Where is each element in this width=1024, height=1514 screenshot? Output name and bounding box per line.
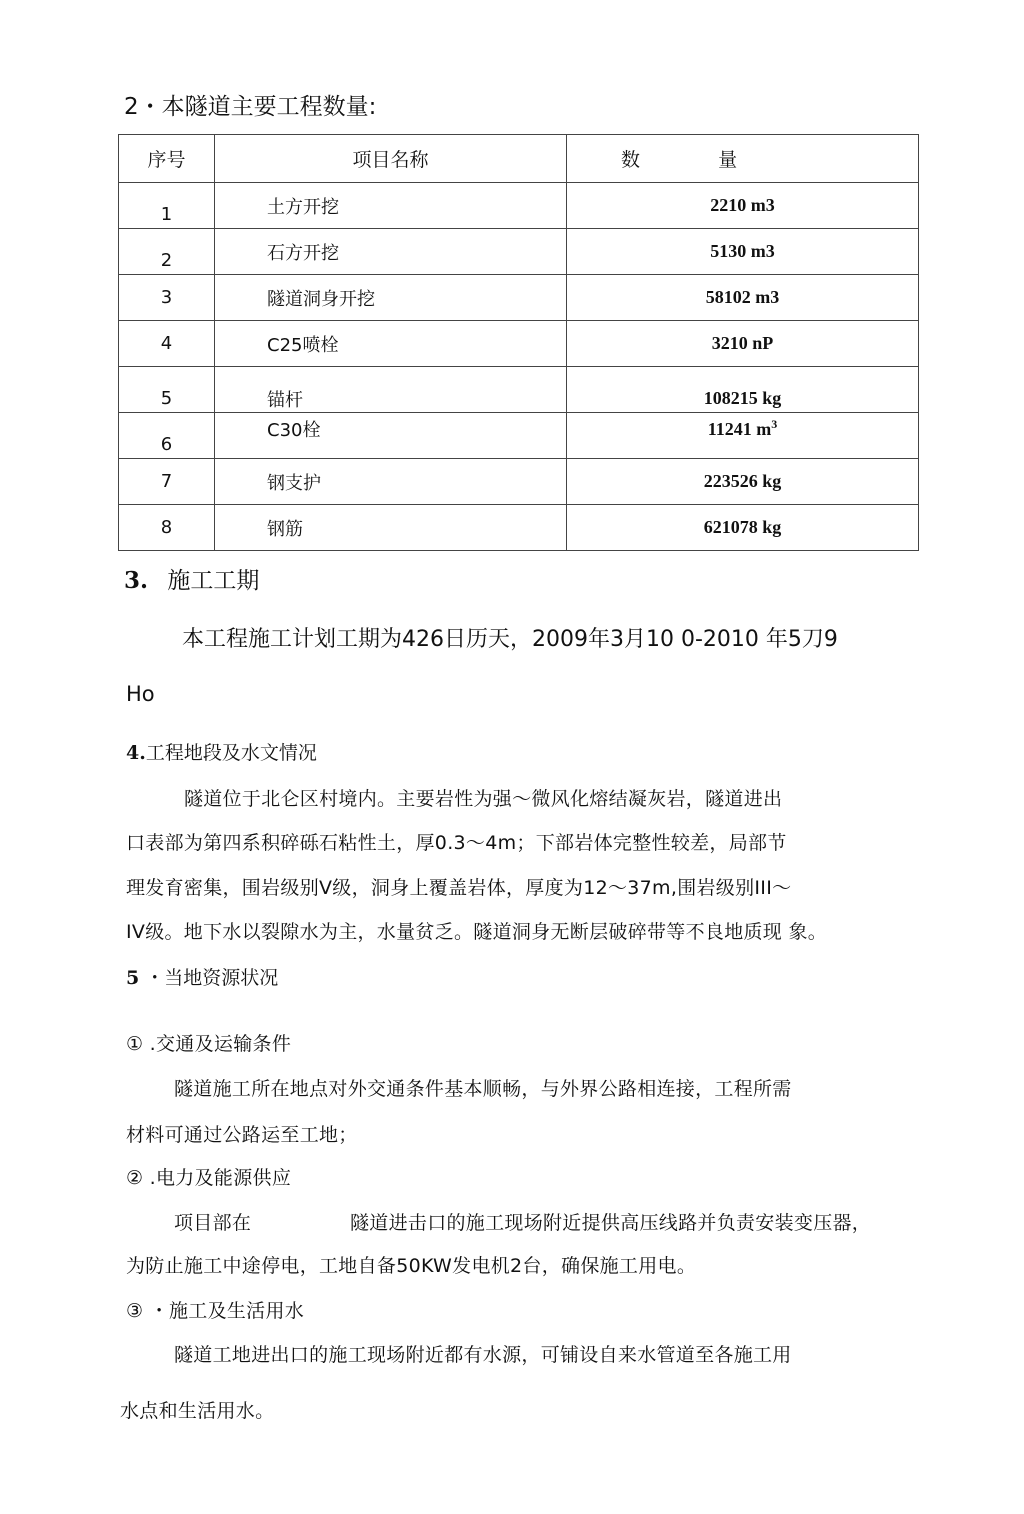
row-number-text: 5	[160, 388, 173, 409]
row-quantity: 223526 kg	[567, 459, 919, 505]
section-5-title: ・当地资源状况	[145, 967, 279, 989]
geology-line-4: IV级。地下水以裂隙水为主，水量贫乏。隧道洞身无断层破碎带等不良地质现 象。	[126, 921, 828, 943]
section-3-heading	[124, 562, 259, 595]
row-number	[119, 367, 215, 413]
header-name-text: 项目名称	[352, 149, 429, 171]
geology-line-2: 口表部为第四系积碎砾石粘性土，厚0.3～4m；下部岩体完整性较差，局部节	[126, 832, 787, 854]
row-number: 7	[119, 459, 215, 505]
row-number	[119, 183, 215, 229]
table-row	[119, 413, 919, 459]
row-quantity-text: 11241 m	[707, 419, 772, 439]
row-quantity: 2210 m3	[567, 183, 919, 229]
row-quantity	[567, 413, 919, 459]
header-quantity	[567, 135, 919, 183]
section-4-heading	[126, 738, 317, 765]
row-number-text: 6	[160, 434, 173, 455]
row-quantity: 5130 m3	[567, 229, 919, 275]
row-quantity	[567, 367, 919, 413]
header-no: 序号	[119, 135, 215, 183]
row-item-name: 隧道洞身开挖	[215, 275, 567, 321]
section-4-title: 工程地段及水文情况	[145, 742, 317, 764]
row-item-name: 钢筋	[215, 505, 567, 551]
table-row	[119, 505, 919, 551]
section-3-title: 施工工期	[167, 568, 260, 594]
geology-line-3: 理发育密集，围岩级别V级，洞身上覆盖岩体，厚度为12～37m,围岩级别III～	[126, 877, 792, 899]
power-line-1b: 隧道进击口的施工现场附近提供高压线路并负责安装变压器，	[350, 1212, 872, 1234]
table-row	[119, 183, 919, 229]
transport-heading: ① .交通及运输条件	[126, 1033, 292, 1055]
table-header-row	[119, 135, 919, 183]
section-5-number: 5	[126, 967, 140, 989]
row-quantity: 3210 nP	[567, 321, 919, 367]
row-item-name-text: C30栓	[267, 419, 321, 441]
row-number: 3	[119, 275, 215, 321]
row-quantity: 58102 m3	[567, 275, 919, 321]
transport-line-2: 材料可通过公路运至工地；	[126, 1124, 358, 1146]
row-item-name	[215, 413, 567, 459]
schedule-line-1: 本工程施工计划工期为426日历天，2009年3月10 0-2010 年5刀9	[182, 627, 838, 652]
row-quantity-text: 108215 kg	[703, 388, 782, 408]
power-line-1a: 项目部在	[174, 1212, 252, 1234]
geology-line-1: 隧道位于北仑区村境内。主要岩性为强～微风化熔结凝灰岩，隧道进出	[184, 788, 783, 810]
header-quantity-b: 量	[718, 149, 738, 171]
row-number: 4	[119, 321, 215, 367]
quantity-table	[118, 134, 919, 551]
section-4-number: 4.	[126, 742, 146, 764]
transport-line-1: 隧道施工所在地点对外交通条件基本顺畅，与外界公路相连接，工程所需	[174, 1078, 792, 1100]
row-item-name: 土方开挖	[215, 183, 567, 229]
section-5-heading	[126, 963, 278, 990]
row-item-name-text: 锚杆	[267, 389, 303, 411]
section-3-number: 3.	[124, 567, 149, 594]
row-number: 8	[119, 505, 215, 551]
row-item-name: 石方开挖	[215, 229, 567, 275]
section-2-heading: 2・本隧道主要工程数量:	[124, 94, 377, 120]
row-item-name: 钢支护	[215, 459, 567, 505]
row-number-text: 2	[160, 250, 173, 271]
row-quantity-superscript: 3	[771, 417, 778, 431]
power-heading: ② .电力及能源供应	[126, 1167, 292, 1189]
header-quantity-a: 数	[621, 149, 641, 171]
table-row	[119, 459, 919, 505]
header-name	[215, 135, 567, 183]
row-item-name: C25喷栓	[215, 321, 567, 367]
row-number	[119, 229, 215, 275]
table-row	[119, 275, 919, 321]
water-heading: ③ ・施工及生活用水	[126, 1300, 305, 1322]
table-row	[119, 367, 919, 413]
row-number-text: 1	[160, 204, 173, 225]
table-row	[119, 229, 919, 275]
schedule-line-2: Ho	[126, 682, 155, 706]
water-line-2: 水点和生活用水。	[120, 1400, 275, 1422]
power-line-2: 为防止施工中途停电，工地自备50KW发电机2台，确保施工用电。	[126, 1255, 697, 1277]
table-row	[119, 321, 919, 367]
row-quantity: 621078 kg	[567, 505, 919, 551]
row-item-name	[215, 367, 567, 413]
water-line-1: 隧道工地进出口的施工现场附近都有水源，可铺设自来水管道至各施工用	[174, 1344, 792, 1366]
row-number	[119, 413, 215, 459]
